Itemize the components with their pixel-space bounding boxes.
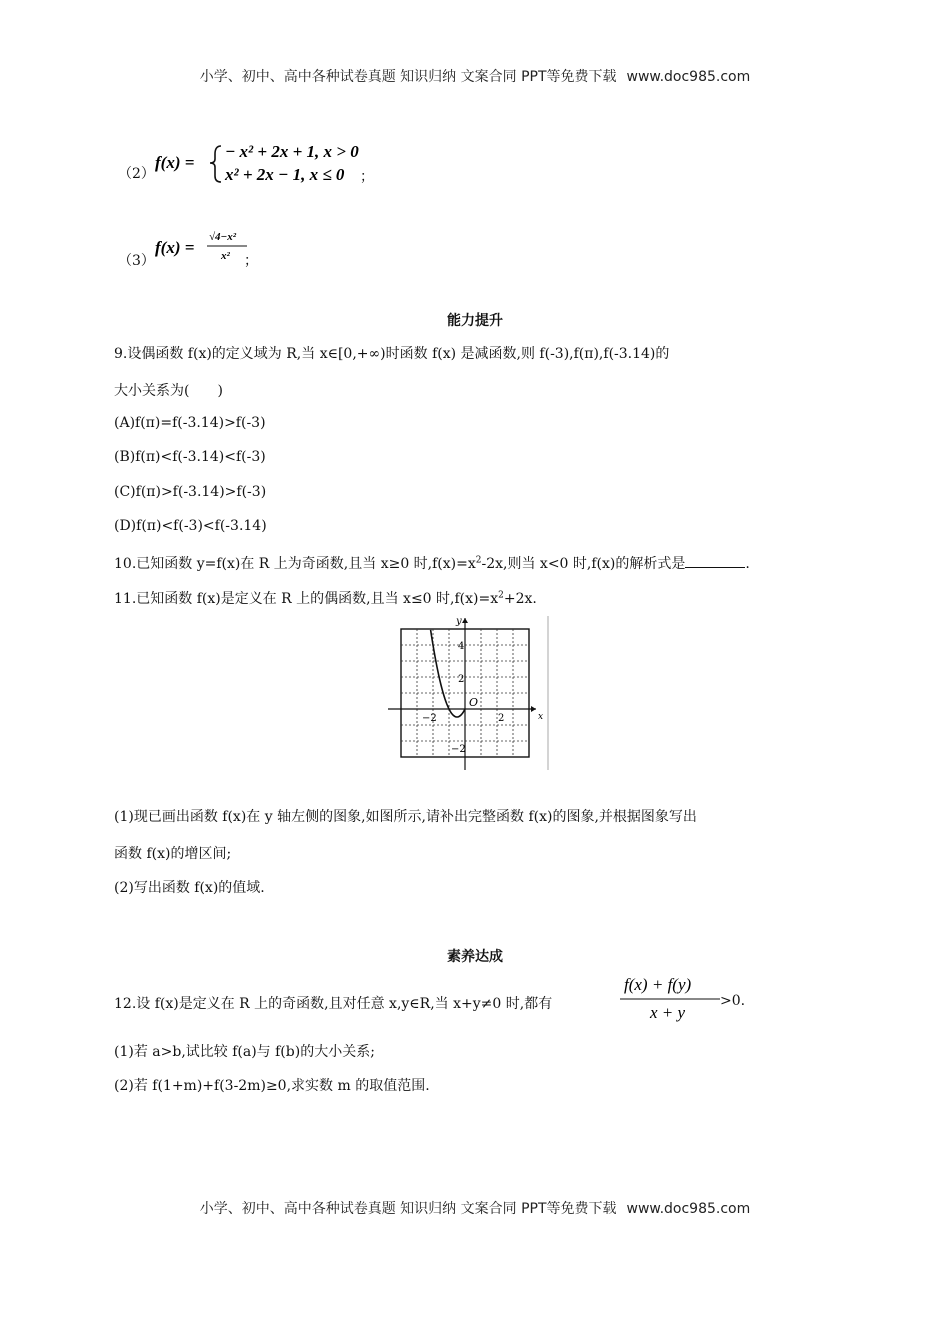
item3-denominator: x² xyxy=(221,250,230,262)
q11-part2: (2)写出函数 f(x)的值域. xyxy=(114,880,265,896)
q12-end: >0. xyxy=(720,993,746,1009)
header-text: 小学、初中、高中各种试卷真题 知识归纳 文案合同 PPT等免费下载 xyxy=(199,69,617,85)
tick-y-neg2: −2 xyxy=(451,744,466,755)
item2-case2: x² + 2x − 1, x ≤ 0 xyxy=(225,165,345,184)
page-header xyxy=(0,66,950,86)
footer-url[interactable]: www.doc985.com xyxy=(626,1201,751,1217)
header-url[interactable]: www.doc985.com xyxy=(626,69,751,85)
item3-end: ； xyxy=(244,253,258,269)
q11-part-a: 11.已知函数 f(x)是定义在 R 上的偶函数,且当 x≤0 时,f(x)=x xyxy=(114,591,499,607)
y-axis-label: y xyxy=(456,616,462,627)
q9-line2: 大小关系为( ) xyxy=(114,383,223,399)
y-axis-arrow-icon xyxy=(462,618,468,623)
q12-part1: (1)若 a>b,试比较 f(a)与 f(b)的大小关系; xyxy=(114,1044,375,1060)
origin-label: O xyxy=(469,696,479,709)
item2-case1: − x² + 2x + 1, x > 0 xyxy=(225,142,359,161)
item2-end: ； xyxy=(360,169,374,185)
q9-option-b: (B)f(π)<f(-3.14)<f(-3) xyxy=(114,449,266,465)
q12-numerator: f(x) + f(y) xyxy=(624,975,692,994)
item2-fx: f(x) = xyxy=(155,153,195,172)
page-footer xyxy=(0,1198,950,1218)
function-graph xyxy=(388,612,550,772)
item3-label: （3） xyxy=(118,253,155,269)
q9-option-a: (A)f(π)=f(-3.14)>f(-3) xyxy=(114,415,266,431)
item3-numerator: √4−x² xyxy=(209,231,237,243)
q10-answer-blank[interactable] xyxy=(685,555,745,568)
q10-part-a: 10.已知函数 y=f(x)在 R 上为奇函数,且当 x≥0 时,f(x)=x xyxy=(114,556,476,572)
q10-end: . xyxy=(745,556,750,572)
q9-line1: 9.设偶函数 f(x)的定义域为 R,当 x∈[0,+∞)时函数 f(x) 是减函数,则 f(-3),f(π),f(-3.14)的 xyxy=(114,346,670,362)
q12-text: 12.设 f(x)是定义在 R 上的奇函数,且对任意 x,y∈R,当 x+y≠0 时,都有 xyxy=(114,996,553,1012)
section-title-ability: 能力提升 xyxy=(447,313,503,329)
x-axis-arrow-icon xyxy=(531,706,536,712)
q9-option-c: (C)f(π)>f(-3.14)>f(-3) xyxy=(114,484,267,500)
footer-text: 小学、初中、高中各种试卷真题 知识归纳 文案合同 PPT等免费下载 xyxy=(199,1201,617,1217)
tick-y-4: 4 xyxy=(458,641,465,652)
item2-label: （2） xyxy=(118,166,155,182)
q11-part-b: +2x. xyxy=(503,591,537,607)
section-title-literacy: 素养达成 xyxy=(447,949,503,965)
q12-part2: (2)若 f(1+m)+f(3-2m)≥0,求实数 m 的取值范围. xyxy=(114,1078,430,1094)
q10-text: 10.已知函数 y=f(x)在 R 上为奇函数,且当 x≥0 时$,f(x)=x^2-2x$,则当 x<0 时,f(x)的解析式是 . xyxy=(114,555,750,572)
q11-part1-line2: 函数 f(x)的增区间; xyxy=(114,846,232,862)
tick-x-2: 2 xyxy=(498,713,505,724)
q11-part1-line1: (1)现已画出函数 f(x)在 y 轴左侧的图象,如图所示,请补出完整函数 f(x)的图象,并根据图象写出 xyxy=(114,809,697,825)
q9-option-d: (D)f(π)<f(-3)<f(-3.14) xyxy=(114,518,267,534)
q10-part-b: -2x,则当 x<0 时,f(x)的解析式是 xyxy=(481,556,686,572)
left-brace xyxy=(210,146,221,182)
item3-fx: f(x) = xyxy=(155,238,195,257)
q12-fraction xyxy=(620,972,720,1024)
piecewise-function xyxy=(155,140,395,186)
tick-x-neg2: −2 xyxy=(422,713,437,724)
q12-denominator: x + y xyxy=(650,1003,686,1022)
x-axis-label: x xyxy=(538,712,544,722)
q11-text: 11.已知函数 f(x)是定义在 R 上的偶函数,且当 x≤0 时$,f(x)=x^2+2x$. xyxy=(114,590,537,607)
tick-y-2: 2 xyxy=(458,674,465,685)
